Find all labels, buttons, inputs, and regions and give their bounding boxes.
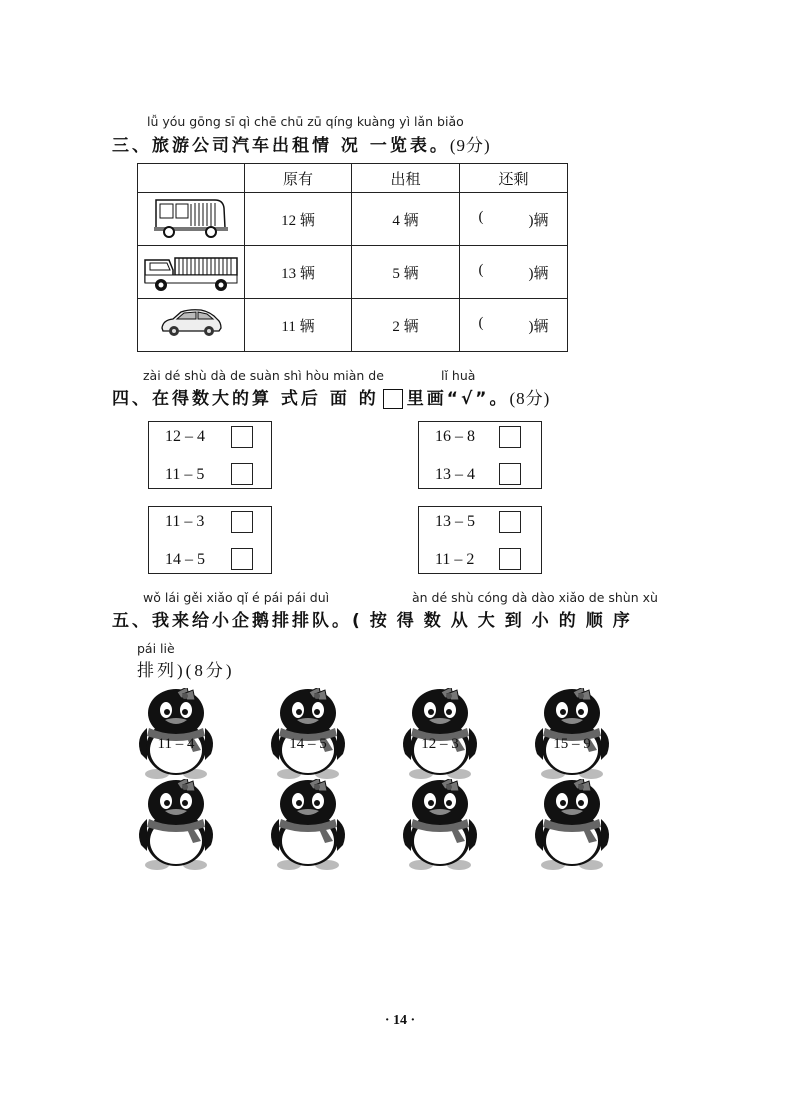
paren-open: (	[478, 314, 484, 331]
check-box[interactable]	[231, 426, 253, 448]
header-blank	[138, 164, 245, 193]
cell-original: 11 辆	[245, 299, 352, 352]
penguin[interactable]	[531, 779, 613, 871]
section3-title	[112, 131, 491, 156]
table-header-row	[138, 164, 568, 193]
penguin-expression: 12 – 3	[421, 736, 459, 752]
check-box[interactable]	[499, 548, 521, 570]
check-box[interactable]	[231, 548, 253, 570]
truck-cell	[138, 246, 245, 299]
paren-close-unit: )辆	[528, 212, 549, 229]
cell-remaining[interactable]	[460, 193, 568, 246]
expression-group	[418, 506, 542, 574]
paren-close-unit: )辆	[528, 318, 549, 335]
penguin-icon	[399, 688, 481, 780]
penguin-icon	[267, 688, 349, 780]
section5-pinyin-c: pái liè	[137, 641, 175, 656]
cell-original: 13 辆	[245, 246, 352, 299]
penguin-expression: 14 – 5	[289, 736, 327, 752]
header-original: 原有	[245, 164, 352, 193]
expression: 14 – 5	[165, 551, 205, 568]
section5-title	[112, 606, 640, 631]
header-rented: 出租	[352, 164, 460, 193]
section4-title	[112, 384, 550, 409]
rental-table	[137, 163, 568, 352]
expression: 16 – 8	[435, 428, 475, 445]
cell-remaining[interactable]	[460, 246, 568, 299]
expression: 11 – 5	[165, 466, 205, 483]
expression: 13 – 5	[435, 513, 475, 530]
cell-rented: 5 辆	[352, 246, 460, 299]
section5-title-a: 五、我来给小企鹅排排队。	[112, 611, 352, 631]
section4-pinyin-a: zài dé shù dà de suàn shì hòu miàn de	[143, 368, 384, 383]
car-cell	[138, 299, 245, 352]
check-box[interactable]	[231, 511, 253, 533]
check-box[interactable]	[499, 511, 521, 533]
section4-points: (8分)	[509, 389, 551, 408]
check-box[interactable]	[499, 463, 521, 485]
expression: 13 – 4	[435, 466, 475, 483]
penguin-icon	[135, 779, 217, 871]
paren-open: (	[478, 261, 484, 278]
penguin[interactable]	[267, 779, 349, 871]
expression-group	[148, 421, 272, 489]
penguin[interactable]	[267, 688, 349, 780]
bus-cell	[138, 193, 245, 246]
paren-open: (	[478, 208, 484, 225]
penguin[interactable]	[135, 688, 217, 780]
expression-group	[418, 421, 542, 489]
check-box[interactable]	[499, 426, 521, 448]
penguin[interactable]	[399, 779, 481, 871]
penguin-icon	[531, 779, 613, 871]
section3-pinyin: lǚ yóu gōng sī qì chē chū zū qíng kuàng yì lǎn biǎo	[147, 114, 464, 129]
section3-points: (9分)	[449, 136, 491, 155]
answer-box-icon	[383, 389, 403, 409]
expression-group	[148, 506, 272, 574]
section4-title-a: 四、在得数大的算 式后 面 的	[112, 389, 379, 409]
table-row	[138, 246, 568, 299]
penguin[interactable]	[135, 779, 217, 871]
penguin-icon	[135, 688, 217, 780]
check-box[interactable]	[231, 463, 253, 485]
page-number: · 14 ·	[384, 1013, 416, 1028]
table-row	[138, 193, 568, 246]
expression: 11 – 3	[165, 513, 205, 530]
penguin[interactable]	[399, 688, 481, 780]
cell-rented: 2 辆	[352, 299, 460, 352]
penguin-expression: 15 – 9	[553, 736, 591, 752]
penguin-icon	[531, 688, 613, 780]
section3-title-text: 三、旅游公司汽车出租情 况 一览表。	[112, 136, 450, 156]
penguin-expression: 11 – 4	[157, 736, 195, 752]
paren-close-unit: )辆	[528, 265, 549, 282]
car-icon	[159, 306, 223, 340]
section4-pinyin-b: lǐ huà	[441, 368, 476, 383]
truck-icon	[141, 248, 241, 292]
expression: 11 – 2	[435, 551, 475, 568]
cell-rented: 4 辆	[352, 193, 460, 246]
cell-remaining[interactable]	[460, 299, 568, 352]
section4-title-b: 里画“√”。	[406, 389, 510, 409]
bus-icon	[153, 194, 229, 240]
cell-original: 12 辆	[245, 193, 352, 246]
table-row	[138, 299, 568, 352]
section5-pinyin-b: àn dé shù cóng dà dào xiǎo de shùn xù	[412, 590, 658, 605]
expression: 12 – 4	[165, 428, 205, 445]
section5-pinyin-a: wǒ lái gěi xiǎo qǐ é pái pái duì	[143, 590, 330, 605]
penguin-icon	[267, 779, 349, 871]
penguin-icon	[399, 779, 481, 871]
penguin[interactable]	[531, 688, 613, 780]
section5-title-c: 排列)(8分)	[137, 661, 235, 680]
section5-title-b: (按得数从大到小的顺序	[352, 611, 640, 631]
header-remaining: 还剩	[460, 164, 568, 193]
